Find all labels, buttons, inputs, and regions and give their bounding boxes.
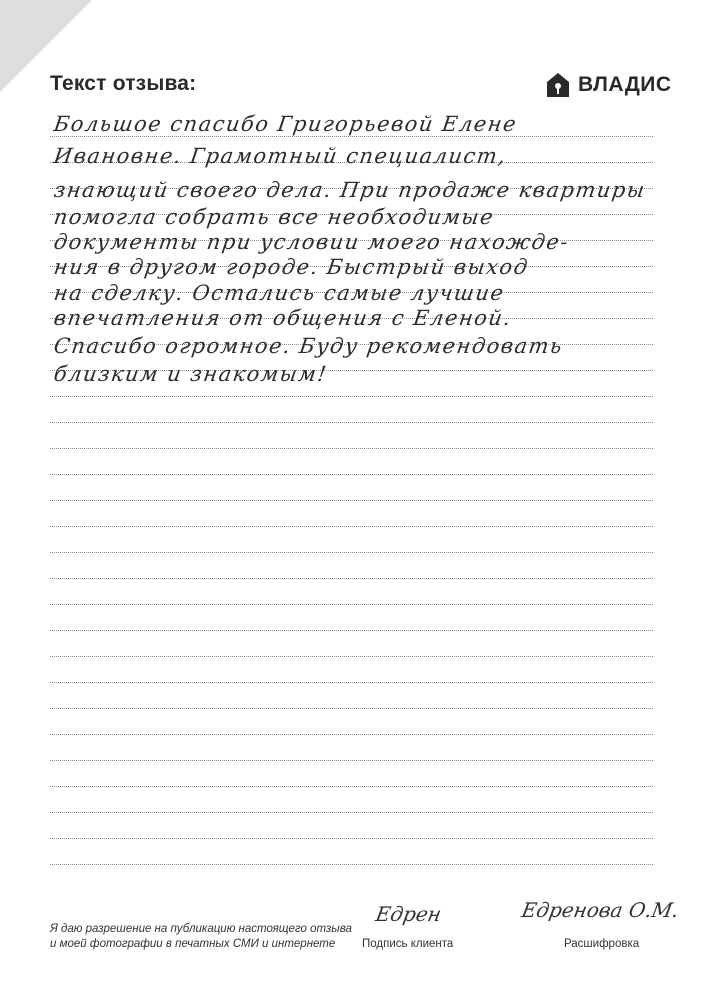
review-line: ния в другом городе. Быстрый выход	[52, 255, 531, 279]
brand-name: ВЛАДИС	[578, 73, 672, 96]
signature-label: Подпись клиента	[362, 938, 454, 950]
review-line: Спасибо огромное. Буду рекомендовать	[52, 334, 565, 358]
review-line: документы при условии моего нахожде-	[52, 230, 571, 254]
publication-consent	[50, 922, 352, 952]
review-line: впечатления от общения с Еленой.	[52, 306, 514, 330]
page-title: Текст отзыва:	[50, 72, 197, 95]
consent-line-2: и моей фотографии в печатных СМИ и интернете	[50, 938, 336, 950]
review-line: на сделку. Остались самые лучшие	[52, 281, 507, 305]
consent-line-1: Я даю разрешение на публикацию настоящего отзыва	[50, 923, 352, 935]
review-line: близким и знакомым!	[52, 362, 330, 386]
brand-logo	[546, 70, 672, 100]
review-line: знающий своего дела. При продаже квартиры	[52, 178, 648, 202]
client-signature-block	[362, 902, 453, 950]
house-icon	[546, 72, 570, 98]
client-name-handwritten: Едренова О.М.	[519, 898, 681, 922]
review-line: помогла собрать все необходимые	[52, 205, 496, 229]
client-signature: Едрен	[373, 902, 444, 926]
name-decoding-block	[519, 898, 681, 950]
decoding-label: Расшифровка	[564, 938, 640, 950]
review-line: Большое спасибо Григорьевой Елене	[52, 112, 519, 136]
review-line: Ивановне. Грамотный специалист,	[52, 144, 509, 168]
